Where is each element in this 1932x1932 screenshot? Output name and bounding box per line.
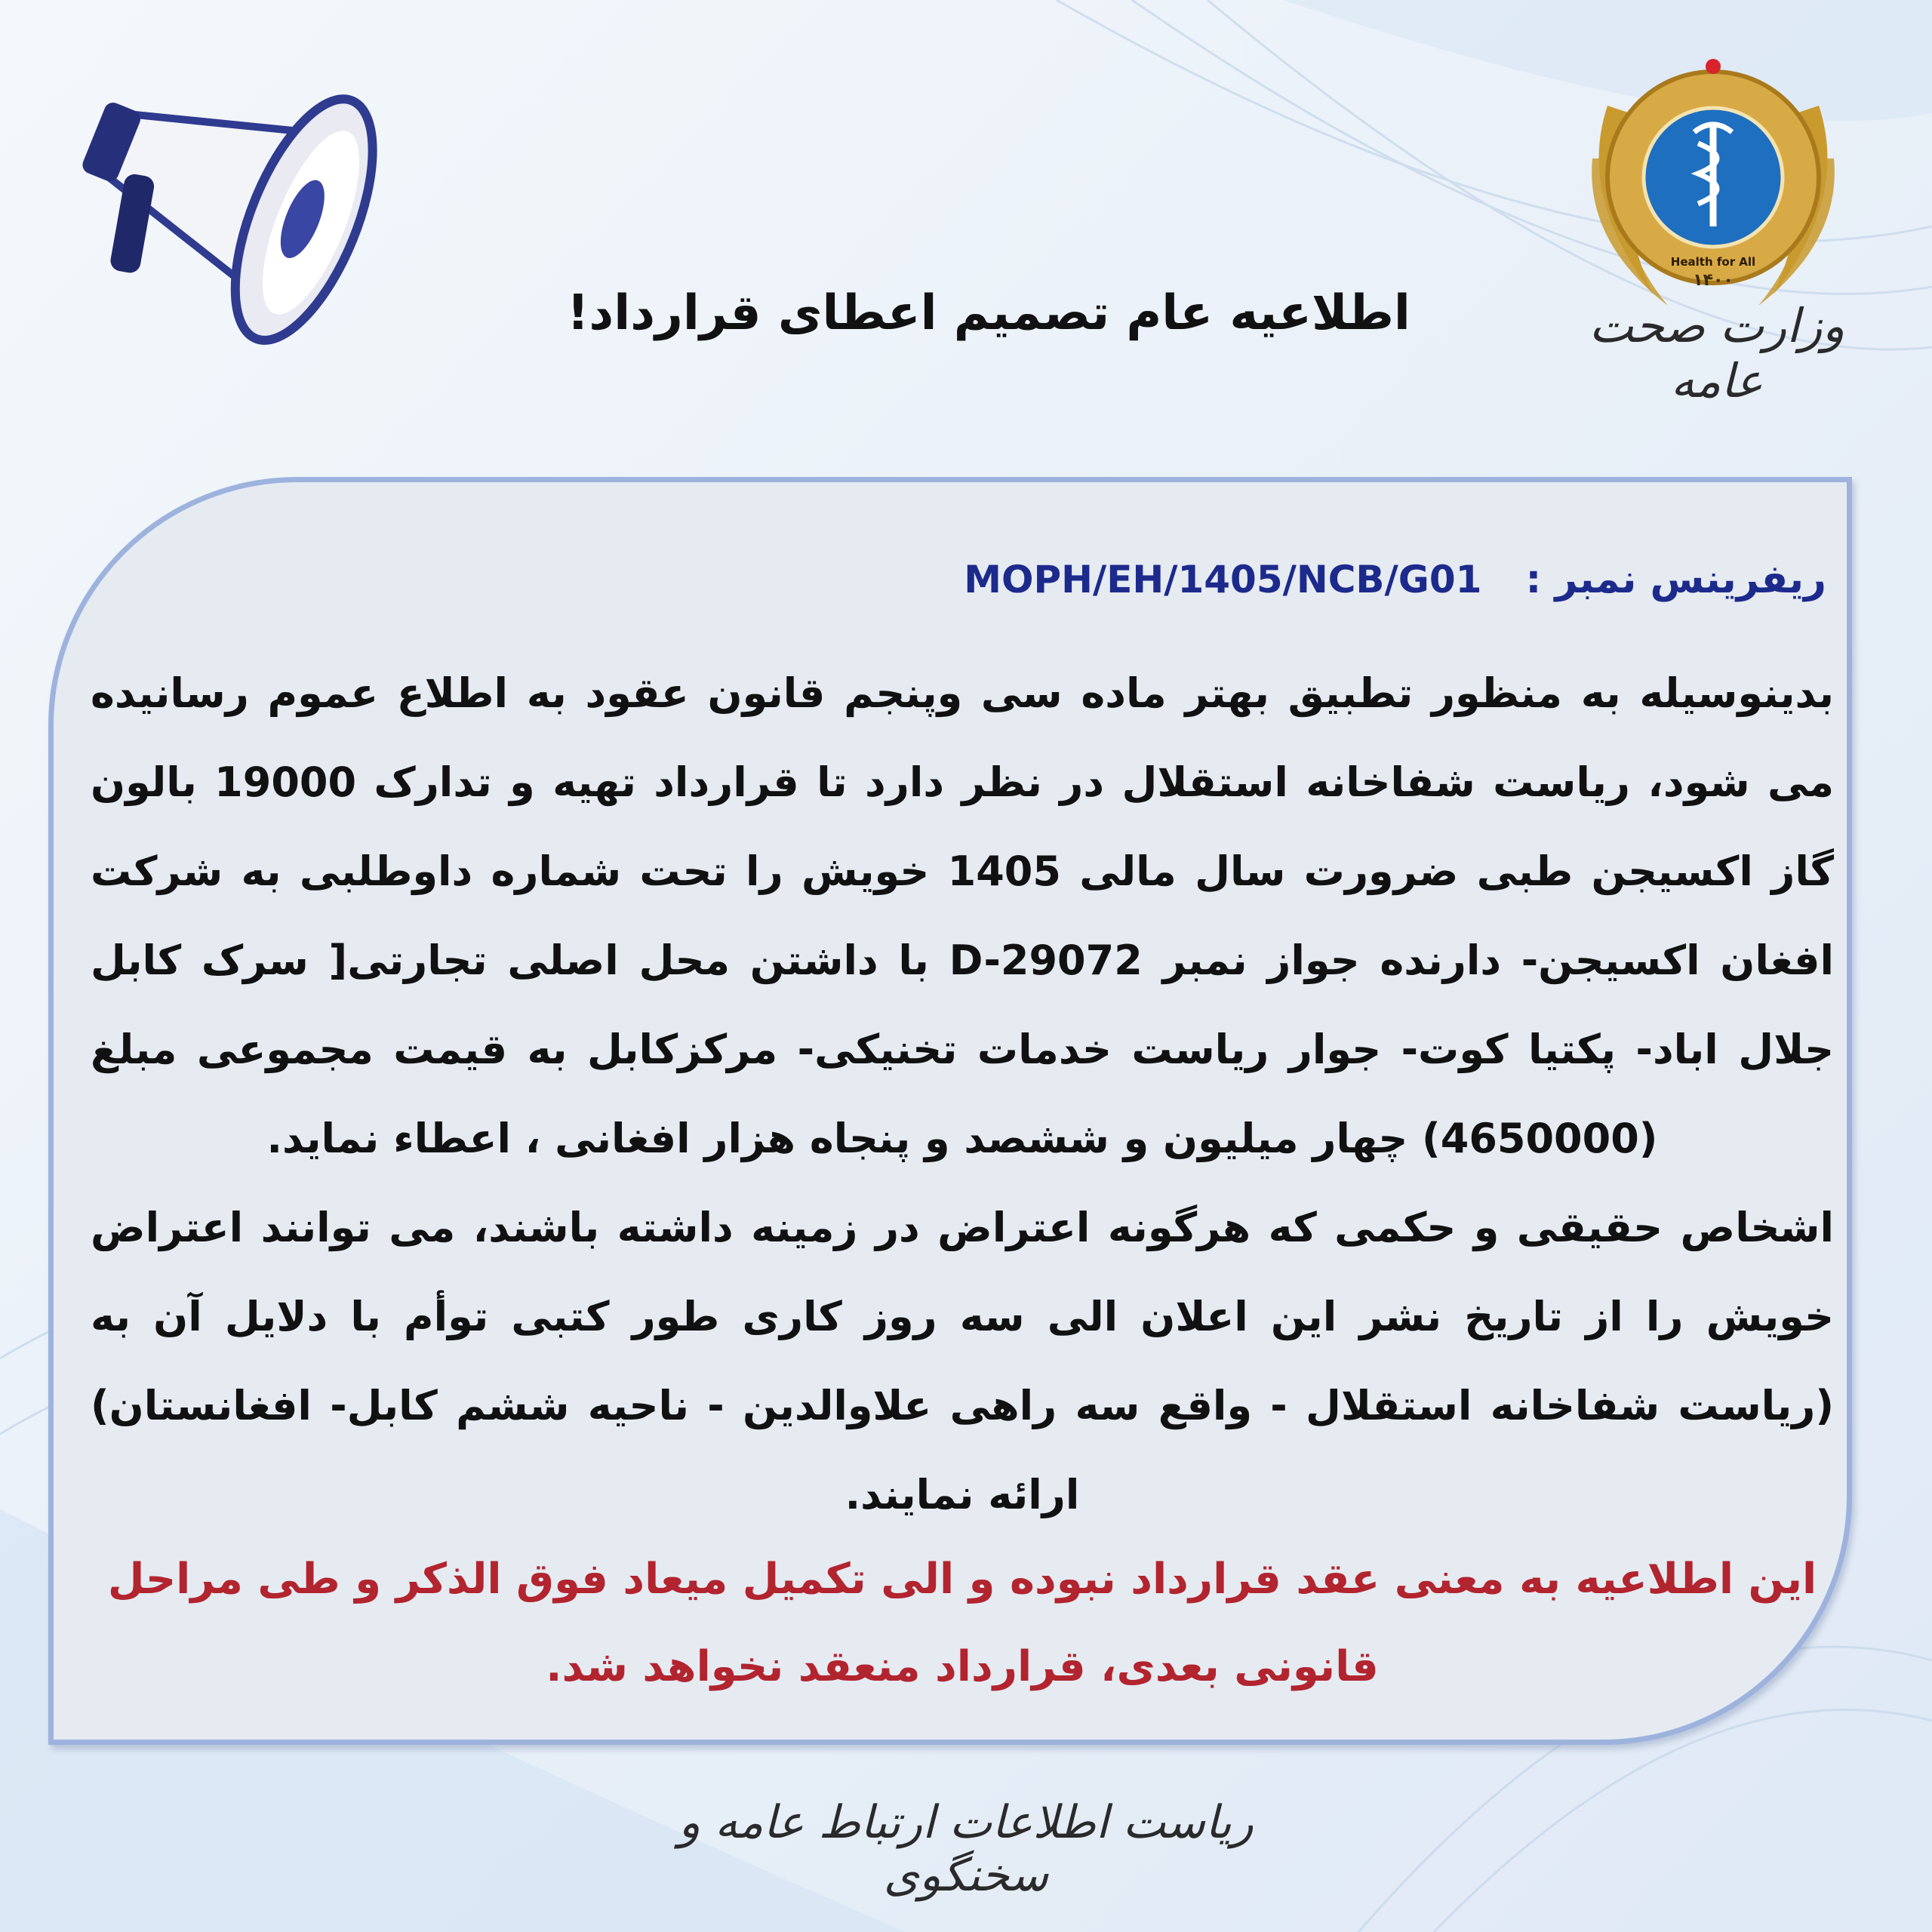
page-title: اطلاعیه عام تصمیم اعطای قرارداد! xyxy=(567,285,1411,341)
ministry-calligraphy: وزارت صحت عامه xyxy=(1589,298,1845,408)
notice-paragraph-2: اشخاص حقیقی و حکمی که هرگونه اعتراض در زمینه داشته باشند، می توانند اعتراض خویش را از تاریخ نشر این اعلان الی سه روز کاری طور کتبی توأم با دلایل آن به (ریاست شفاخانه استقلال - واقع سه راهی علاوالدین - ناحیه ششم کابل- افغانستان) ارائه نمایند. xyxy=(91,1204,1834,1518)
ministry-emblem xyxy=(1562,45,1864,325)
notice-body xyxy=(91,649,1834,1540)
reference-line xyxy=(830,557,1826,602)
emblem-motto-en: Health for All xyxy=(1670,255,1756,269)
footer-calligraphy: ریاست اطلاعات ارتباط عامه و سخنگوی xyxy=(678,1796,1254,1902)
reference-label: ریفرینس نمبر : xyxy=(1525,557,1826,602)
megaphone-icon xyxy=(60,45,483,392)
notice-paragraph-1: بدینوسیله به منظور تطبیق بهتر ماده سی وپنجم قانون عقود به اطلاع عموم رسانیده می شود، ریاست شفاخانه استقلال در نظر دارد تا قرارداد تهیه و تدارک 19000 بالون گاز اکسیجن طبی ضرورت سال مالی 1405 خویش را تحت شماره داوطلبی به شرکت افغان اکسیجن- دارنده جواز نمبر D-29072 با داشتن محل اصلی تجارتی[ سرک کابل جلال اباد- پکتیا کوت- جوار ریاست خدمات تخنیکی- مرکزکابل به قیمت مجموعی مبلغ (4650000) چهار میلیون و ششصد و پنجاه هزار افغانی ، اعطاء نماید. xyxy=(91,669,1835,1162)
disclaimer-text: این اطلاعیه به معنی عقد قرارداد نبوده و الی تکمیل میعاد فوق الذکر و طی مراحل قانونی بعدی، قرارداد منعقد نخواهد شد. xyxy=(107,1555,1817,1691)
reference-code: MOPH/EH/1405/NCB/G01 xyxy=(964,558,1482,601)
emblem-year: ۱۴۰۰ xyxy=(1693,271,1734,290)
